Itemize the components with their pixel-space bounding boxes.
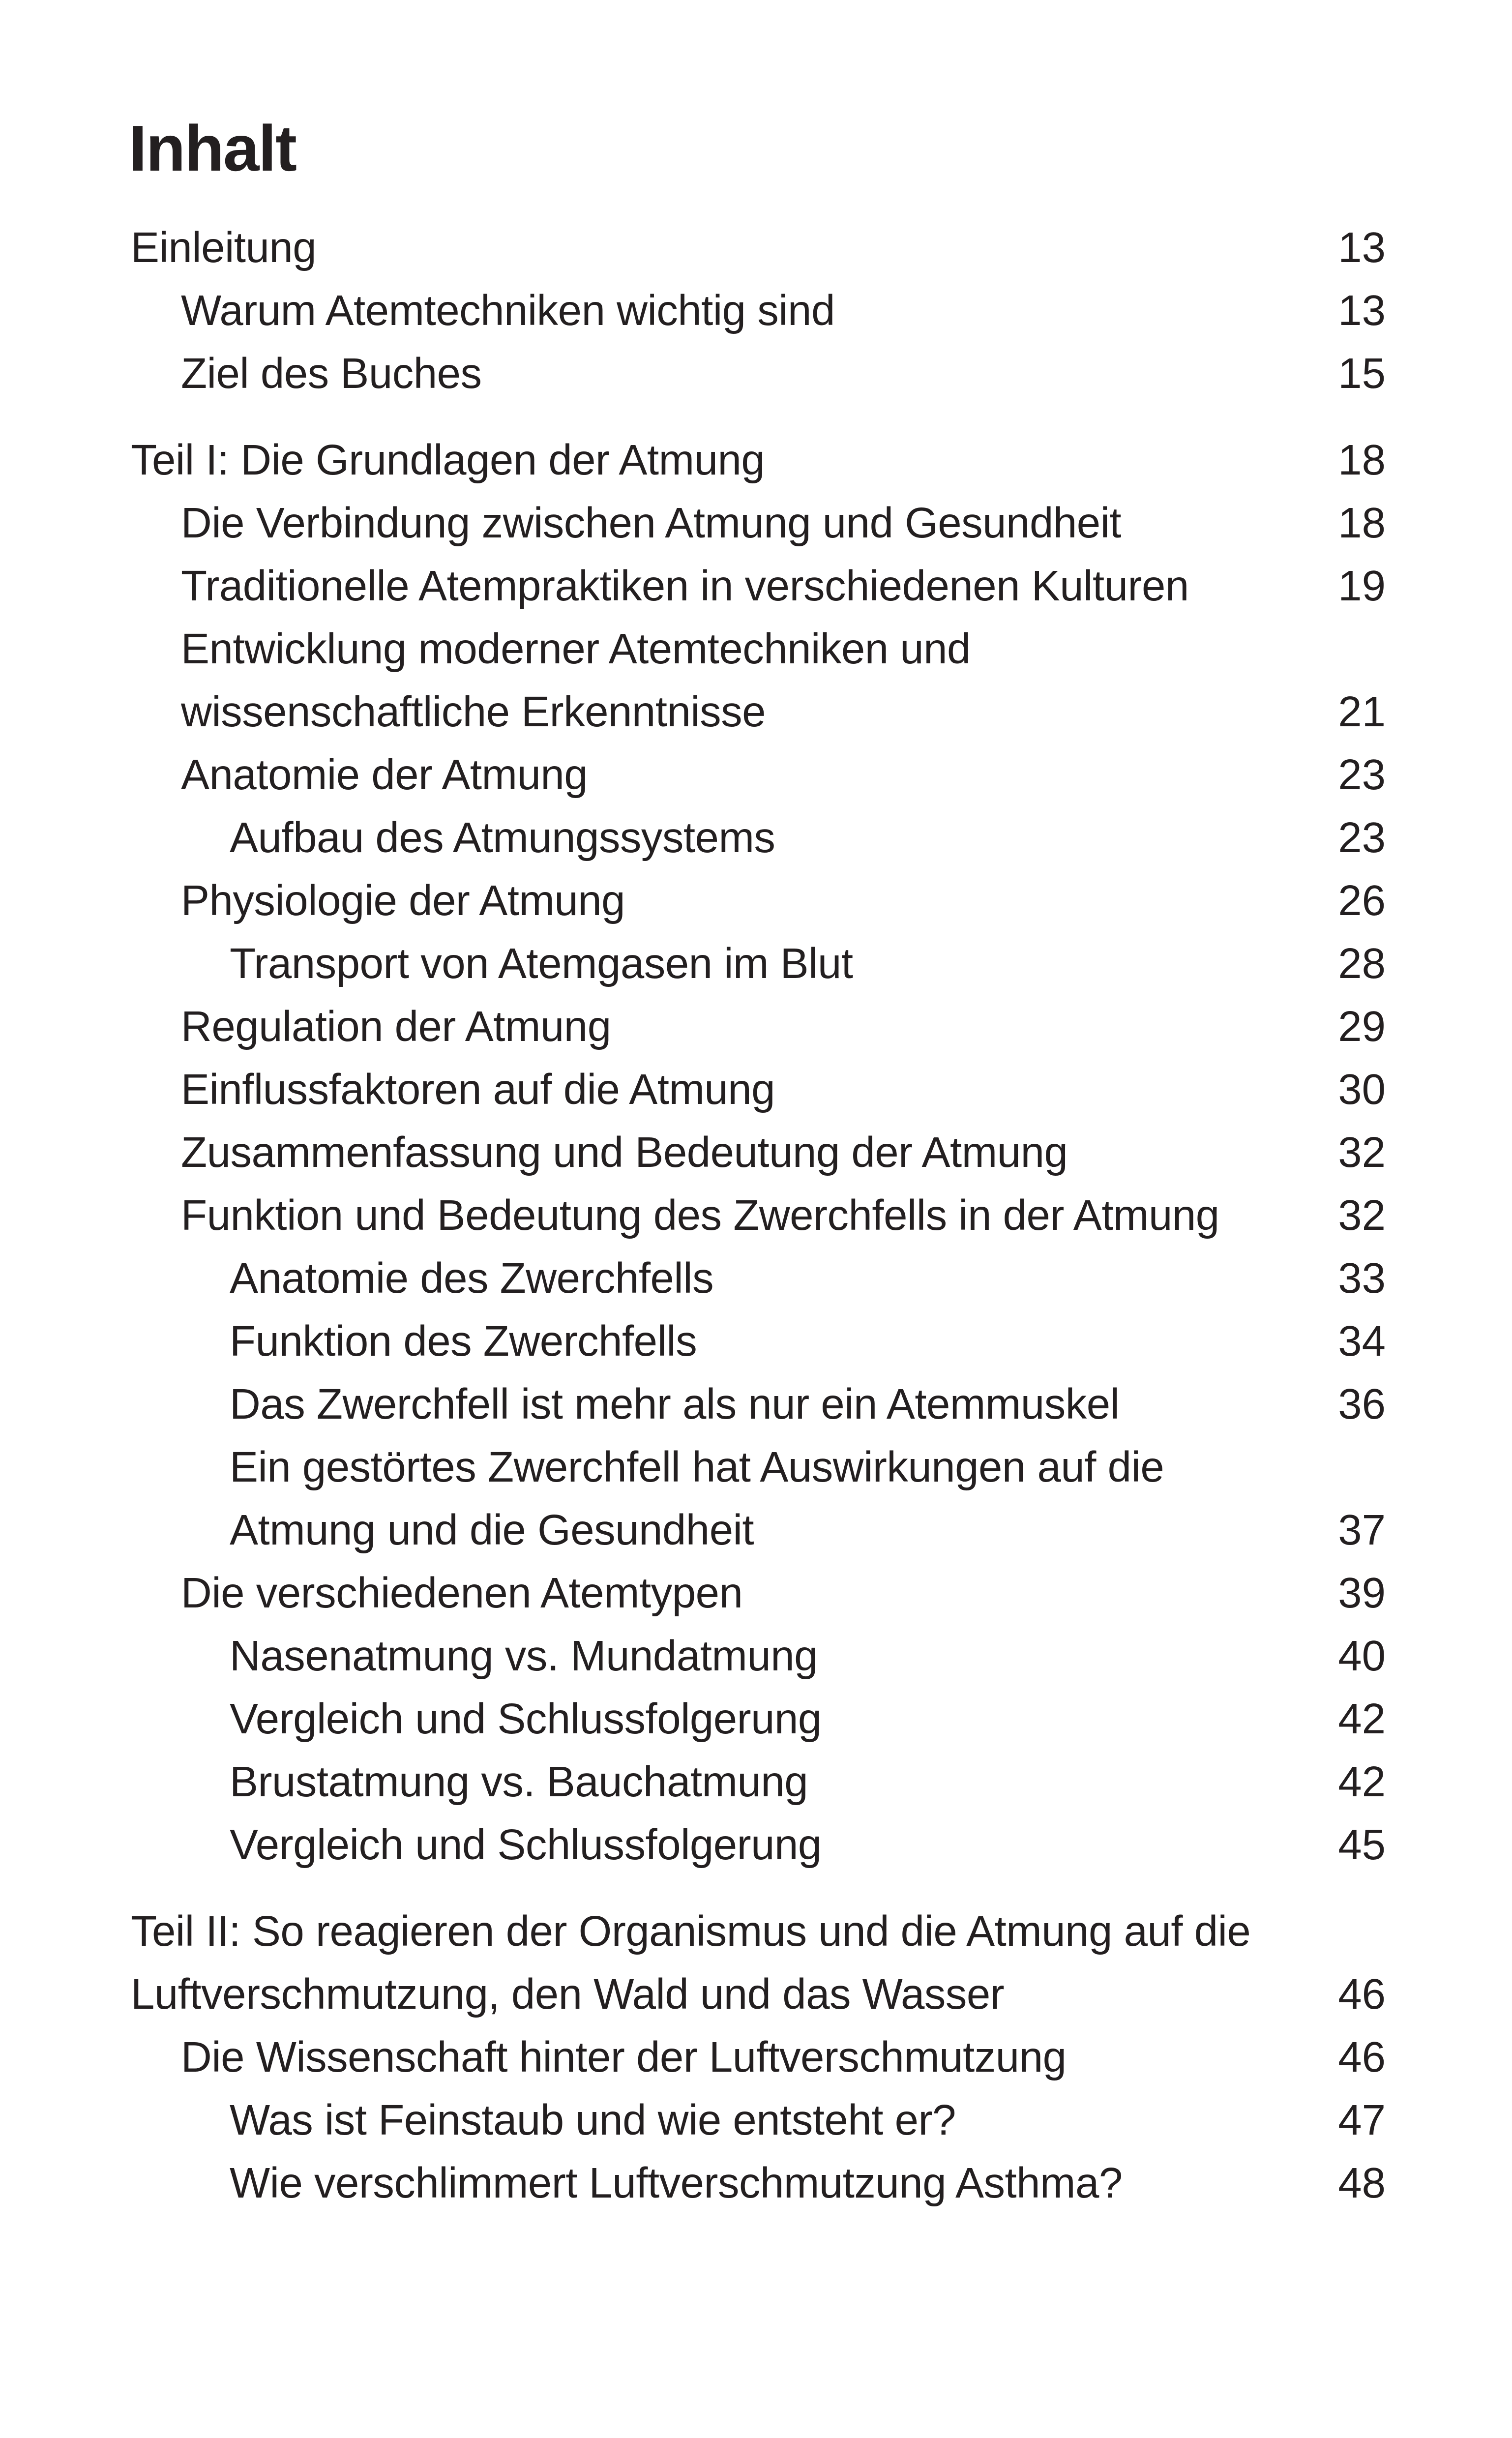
toc-entry[interactable] <box>131 2152 1386 2215</box>
toc-page-number: 39 <box>1338 1569 1386 1617</box>
toc-entry[interactable] <box>131 869 1386 932</box>
toc-entry-title: Ein gestörtes Zwerchfell hat Auswirkungen auf die <box>230 1443 1164 1491</box>
toc-entry-title: Das Zwerchfell ist mehr als nur ein Atemmuskel <box>230 1380 1120 1428</box>
toc-entry-title: Ziel des Buches <box>181 350 482 397</box>
toc-page-number: 30 <box>1338 1066 1386 1113</box>
toc-page-number: 13 <box>1338 287 1386 334</box>
toc-entry-title: Teil I: Die Grundlagen der Atmung <box>131 436 765 484</box>
toc-page-number: 46 <box>1338 2033 1386 2081</box>
toc-entry[interactable] <box>131 1058 1386 1121</box>
page-title: Inhalt <box>129 112 296 184</box>
toc-entry[interactable] <box>131 555 1386 618</box>
toc-entry[interactable] <box>131 995 1386 1058</box>
toc-page-number: 46 <box>1338 1970 1386 2018</box>
toc-page-number: 37 <box>1338 1506 1386 1554</box>
toc-page-number: 29 <box>1338 1003 1386 1050</box>
toc-entry[interactable] <box>131 1310 1386 1373</box>
toc-entry-title: Die Wissenschaft hinter der Luftverschmutzung <box>181 2033 1067 2081</box>
toc-entry[interactable] <box>131 342 1386 405</box>
toc-entry-title: Zusammenfassung und Bedeutung der Atmung <box>181 1129 1068 1176</box>
toc-page-number: 47 <box>1338 2096 1386 2144</box>
toc-entry-title: Anatomie der Atmung <box>181 751 588 799</box>
toc-entry-title: Entwicklung moderner Atemtechniken und <box>181 625 971 673</box>
toc-entry-title: Physiologie der Atmung <box>181 877 625 924</box>
toc-entry-title: Was ist Feinstaub und wie entsteht er? <box>230 2096 956 2144</box>
toc-entry[interactable] <box>131 2026 1386 2089</box>
toc-entry[interactable] <box>131 1814 1386 1876</box>
toc-entry[interactable] <box>131 743 1386 806</box>
toc-entry-title: Warum Atemtechniken wichtig sind <box>181 287 835 334</box>
toc-page-number: 33 <box>1338 1254 1386 1302</box>
toc-entry-title: Vergleich und Schlussfolgerung <box>230 1695 822 1743</box>
toc-entry[interactable] <box>131 1121 1386 1184</box>
toc-entry-title: Die verschiedenen Atemtypen <box>181 1569 743 1617</box>
toc-page-number: 48 <box>1338 2159 1386 2207</box>
toc-entry[interactable] <box>131 1625 1386 1688</box>
toc-page-number: 28 <box>1338 940 1386 987</box>
toc-entry-title: Einflussfaktoren auf die Atmung <box>181 1066 775 1113</box>
toc-entry[interactable] <box>131 1247 1386 1310</box>
toc-page-number: 18 <box>1338 499 1386 547</box>
toc-page-number: 23 <box>1338 751 1386 799</box>
toc-page-number: 21 <box>1338 688 1386 736</box>
toc-page-number: 13 <box>1338 224 1386 271</box>
toc-page-number: 19 <box>1338 562 1386 610</box>
toc-entry-title: Funktion des Zwerchfells <box>230 1317 697 1365</box>
toc-entry[interactable] <box>131 1373 1386 1436</box>
toc-page-number: 45 <box>1338 1821 1386 1869</box>
toc-page-number: 42 <box>1338 1758 1386 1806</box>
toc-entry-title: Transport von Atemgasen im Blut <box>230 940 853 987</box>
toc-entry-title: Einleitung <box>131 224 317 271</box>
toc-entry-title: Anatomie des Zwerchfells <box>230 1254 714 1302</box>
toc-entry[interactable] <box>131 1184 1386 1247</box>
toc-entry-title: Traditionelle Atempraktiken in verschiedenen Kulturen <box>181 562 1189 610</box>
toc-page-number: 42 <box>1338 1695 1386 1743</box>
toc-entry[interactable] <box>131 806 1386 869</box>
toc-entry-title: Vergleich und Schlussfolgerung <box>230 1821 822 1869</box>
toc-entry-title: Luftverschmutzung, den Wald und das Wasser <box>131 1970 1005 2018</box>
toc-entry[interactable] <box>131 932 1386 995</box>
toc-entry-title: Nasenatmung vs. Mundatmung <box>230 1632 818 1680</box>
toc-page-number: 26 <box>1338 877 1386 924</box>
toc-entry[interactable] <box>131 1562 1386 1625</box>
toc-entry-title: Regulation der Atmung <box>181 1003 611 1050</box>
toc-entry-title: wissenschaftliche Erkenntnisse <box>181 688 766 736</box>
toc-entry-title: Brustatmung vs. Bauchatmung <box>230 1758 808 1806</box>
toc-entry[interactable] <box>131 1751 1386 1814</box>
toc-entry[interactable] <box>131 492 1386 555</box>
toc-entry-title: Aufbau des Atmungssystems <box>230 814 775 862</box>
toc-entry[interactable] <box>131 618 1386 743</box>
toc-entry-title: Funktion und Bedeutung des Zwerchfells in der Atmung <box>181 1191 1219 1239</box>
toc-entry-title: Die Verbindung zwischen Atmung und Gesundheit <box>181 499 1122 547</box>
toc-page-number: 18 <box>1338 436 1386 484</box>
toc-page-number: 36 <box>1338 1380 1386 1428</box>
toc-entry[interactable] <box>131 2089 1386 2152</box>
toc-page-number: 40 <box>1338 1632 1386 1680</box>
toc-entry-title: Wie verschlimmert Luftverschmutzung Asthma? <box>230 2159 1123 2207</box>
toc-page-number: 32 <box>1338 1191 1386 1239</box>
table-of-contents <box>131 216 1386 2215</box>
toc-page-number: 15 <box>1338 350 1386 397</box>
toc-entry[interactable] <box>131 216 1386 279</box>
toc-entry-title: Atmung und die Gesundheit <box>230 1506 754 1554</box>
toc-page-number: 32 <box>1338 1129 1386 1176</box>
toc-entry[interactable] <box>131 1688 1386 1751</box>
toc-page-number: 34 <box>1338 1317 1386 1365</box>
toc-page-number: 23 <box>1338 814 1386 862</box>
toc-entry[interactable] <box>131 1900 1386 2026</box>
toc-entry[interactable] <box>131 1436 1386 1562</box>
toc-entry[interactable] <box>131 429 1386 492</box>
toc-entry-title: Teil II: So reagieren der Organismus und die Atmung auf die <box>131 1907 1251 1955</box>
toc-entry[interactable] <box>131 279 1386 342</box>
